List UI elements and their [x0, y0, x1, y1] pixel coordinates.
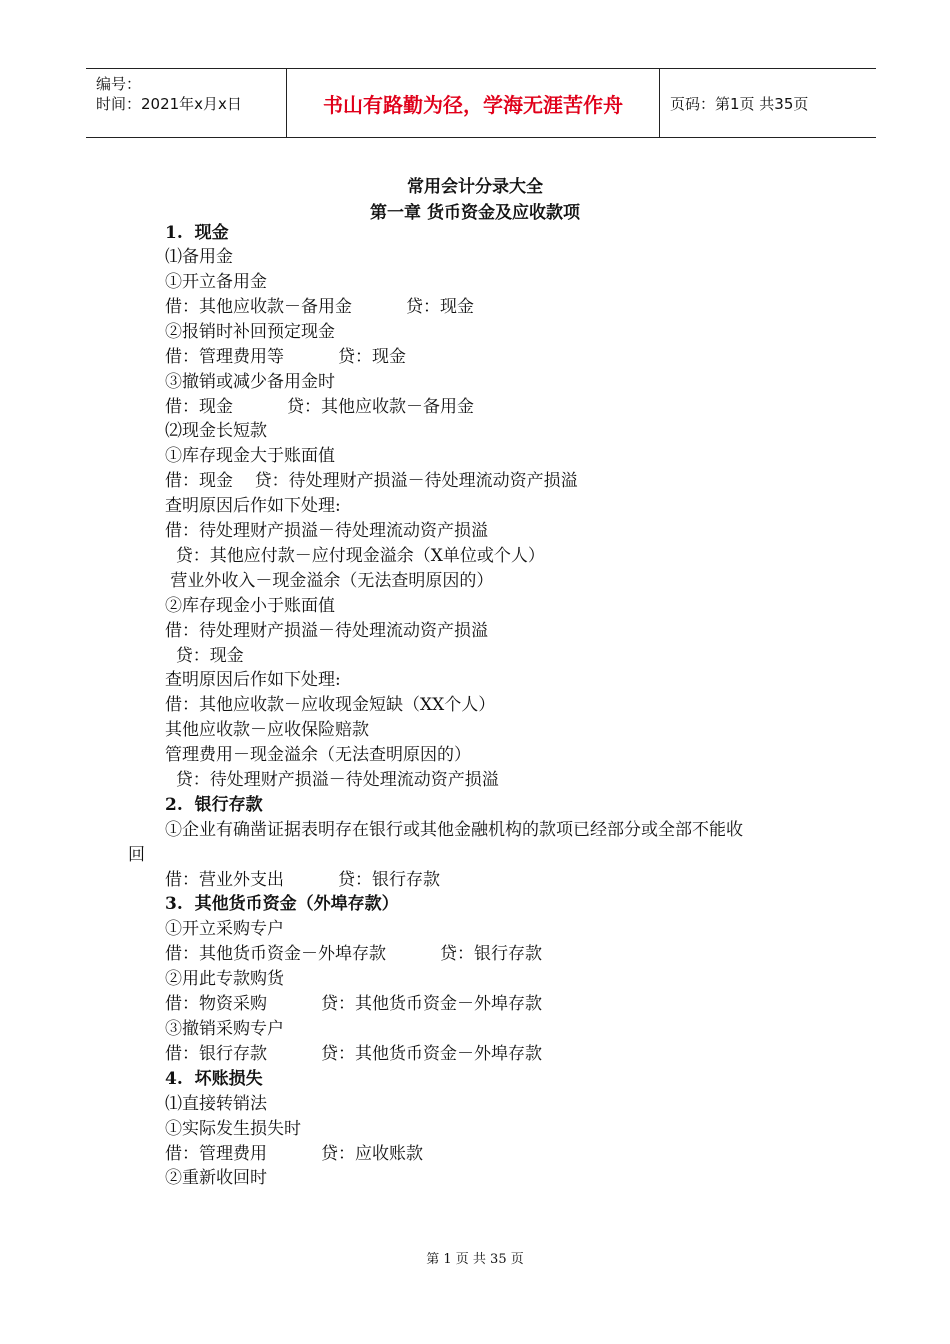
- document-title: 常用会计分录大全: [407, 177, 543, 197]
- section-heading-bad-debt: 4. 坏账损失: [165, 1069, 263, 1089]
- body-line: 贷：其他应付款－应付现金溢余（X单位或个人）: [165, 546, 545, 566]
- body-line: 查明原因后作如下处理:: [165, 496, 341, 516]
- body-line: ①开立采购专户: [165, 919, 284, 939]
- body-line: 借：其他应收款－备用金 贷：现金: [165, 297, 475, 317]
- body-line: 贷：现金: [165, 646, 244, 666]
- body-line: 借：银行存款 贷：其他货币资金－外埠存款: [165, 1044, 543, 1064]
- section-heading-cash: 1. 现金: [165, 223, 229, 243]
- body-line: ①库存现金大于账面值: [165, 446, 335, 466]
- body-line: 借：待处理财产损溢－待处理流动资产损溢: [165, 621, 488, 641]
- section-heading-bank-deposit: 2. 银行存款: [165, 795, 263, 815]
- body-line: 查明原因后作如下处理:: [165, 670, 341, 690]
- body-line: ③撤销或减少备用金时: [165, 372, 335, 392]
- body-line-wrap: 回: [128, 845, 145, 865]
- body-line: ⑵现金长短款: [165, 421, 267, 441]
- body-line: 借：营业外支出 贷：银行存款: [165, 870, 441, 890]
- body-line: ①开立备用金: [165, 272, 267, 292]
- section-heading-other-monetary-funds: 3. 其他货币资金（外埠存款）: [165, 894, 399, 914]
- body-line: 借：其他应收款－应收现金短缺（XX个人）: [165, 695, 496, 715]
- chapter-heading: 第一章 货币资金及应收款项: [370, 203, 580, 223]
- body-line: ②报销时补回预定现金: [165, 322, 335, 342]
- body-line: 管理费用－现金溢余（无法查明原因的）: [165, 745, 471, 765]
- body-line: 借：管理费用等 贷：现金: [165, 347, 407, 367]
- body-line: ②库存现金小于账面值: [165, 596, 335, 616]
- body-line: 营业外收入－现金溢余（无法查明原因的）: [165, 571, 494, 591]
- body-line: 借：管理费用 贷：应收账款: [165, 1144, 424, 1164]
- body-line: 其他应收款－应收保险赔款: [165, 720, 369, 740]
- body-line: 借：其他货币资金－外埠存款 贷：银行存款: [165, 944, 543, 964]
- body-line: 借：现金 贷：其他应收款－备用金: [165, 397, 475, 417]
- body-line: 借：待处理财产损溢－待处理流动资产损溢: [165, 521, 488, 541]
- body-line: ①企业有确凿证据表明存在银行或其他金融机构的款项已经部分或全部不能收: [165, 820, 743, 840]
- body-line: 贷：待处理财产损溢－待处理流动资产损溢: [165, 770, 499, 790]
- body-line: ⑴直接转销法: [165, 1094, 267, 1114]
- body-line: 借：物资采购 贷：其他货币资金－外埠存款: [165, 994, 543, 1014]
- body-line: ⑴备用金: [165, 247, 233, 267]
- body-line: ②重新收回时: [165, 1168, 267, 1188]
- body-line: ③撤销采购专户: [165, 1019, 284, 1039]
- header-motto: 书山有路勤为径，学海无涯苦作舟: [286, 69, 660, 137]
- header-page-info: 页码：第1页 共35页: [670, 94, 809, 113]
- body-line: ②用此专款购货: [165, 969, 284, 989]
- document-time: 时间：2021年x月x日: [96, 95, 242, 113]
- page-footer: 第 1 页 共 35 页: [426, 1252, 524, 1267]
- document-number-label: 编号：: [96, 75, 142, 93]
- body-line: 借：现金 贷：待处理财产损溢－待处理流动资产损溢: [165, 471, 578, 491]
- header-meta: [86, 69, 286, 137]
- page-header: [86, 68, 876, 138]
- body-line: ①实际发生损失时: [165, 1119, 301, 1139]
